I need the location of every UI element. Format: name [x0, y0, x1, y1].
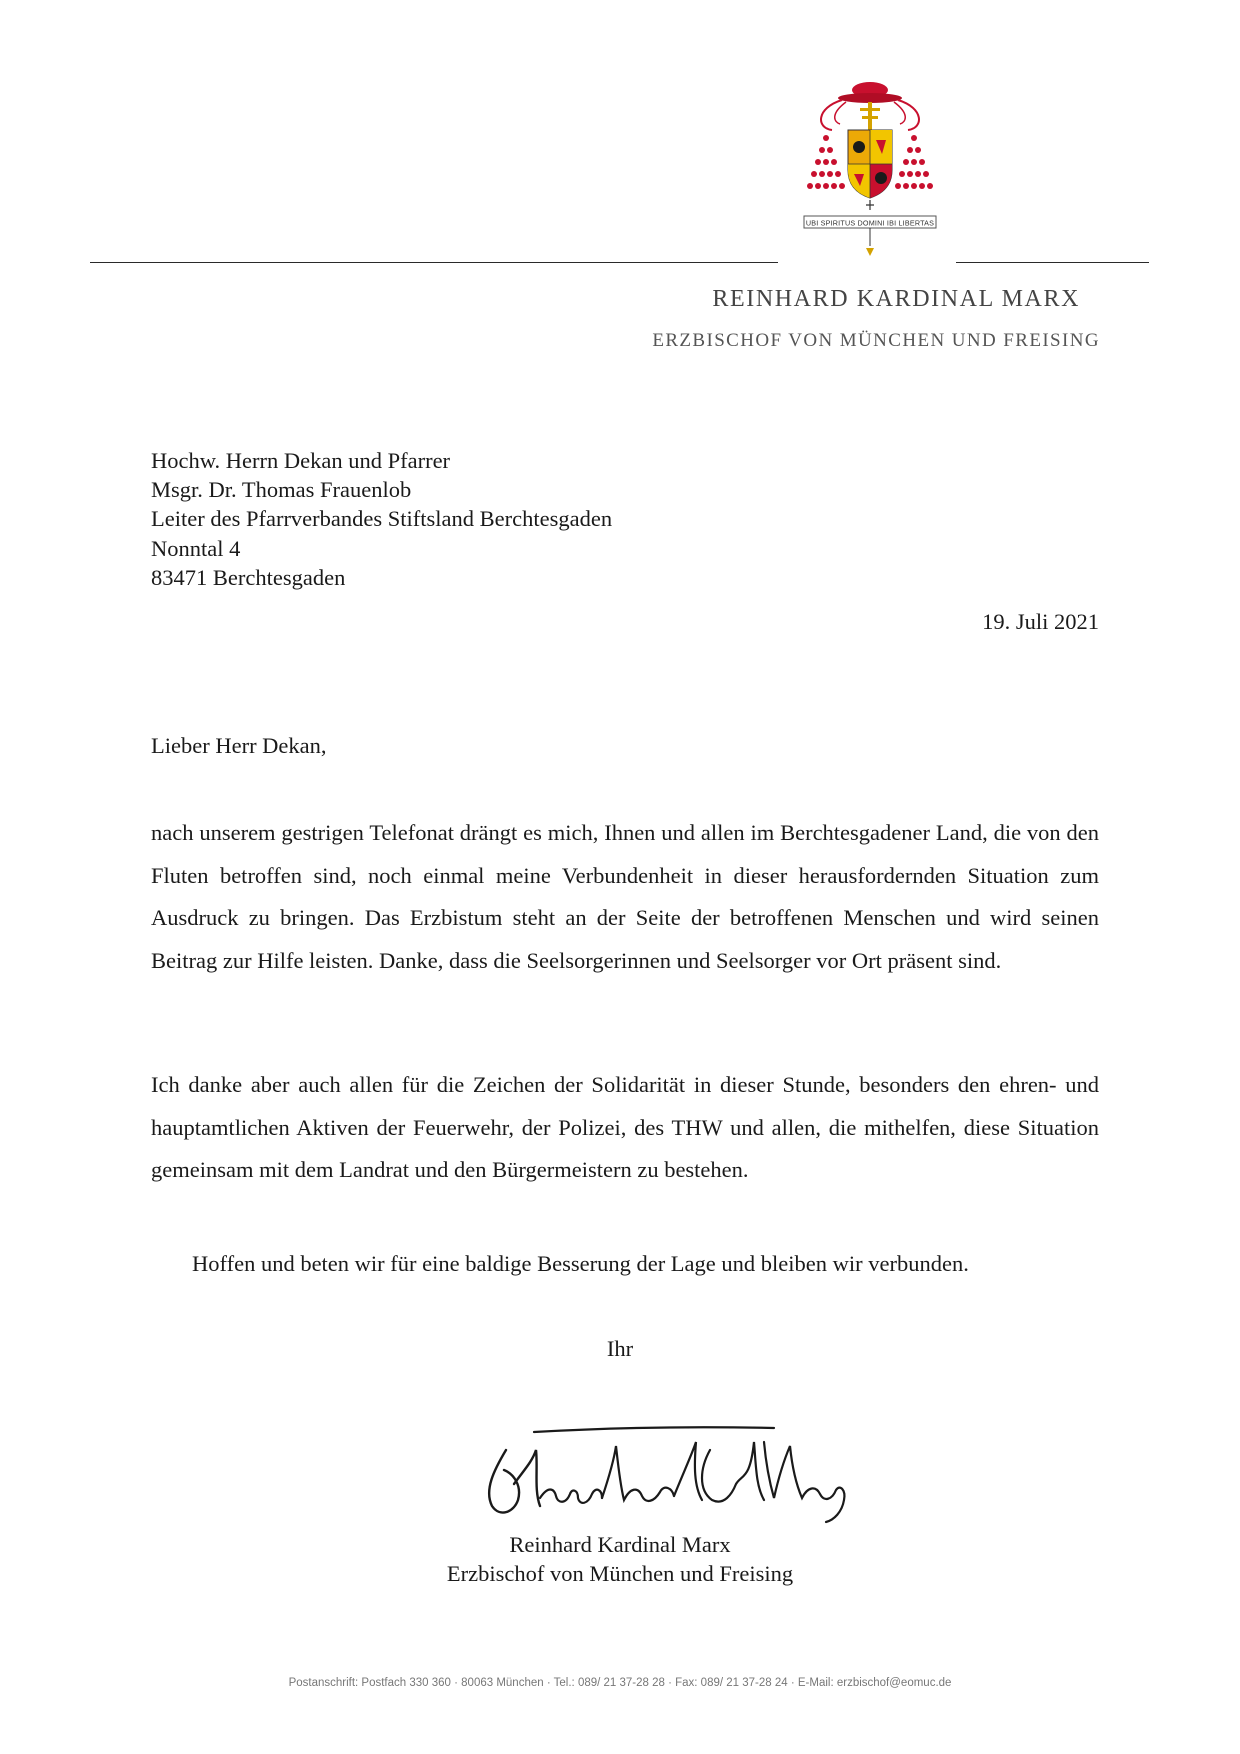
recipient-line: Leiter des Pfarrverbandes Stiftsland Berchtesgaden: [151, 506, 613, 532]
body-paragraph-2: Ich danke aber auch allen für die Zeichen der Solidarität in dieser Stunde, besonders den ehren- und hauptamtlichen Aktiven der Feuerwehr, der Polizei, des THW und allen, die mithelfen, diese Situation gemeinsam mit dem Landrat und den Bürgermeistern zu bestehen.: [151, 1072, 1099, 1183]
coat-motto: UBI SPIRITUS DOMINI IBI LIBERTAS: [805, 218, 935, 228]
closing-sentence: Hoffen und beten wir für eine baldige Besserung der Lage und bleiben wir verbunden.: [192, 1251, 969, 1276]
recipient-line: Msgr. Dr. Thomas Frauenlob: [151, 477, 412, 503]
handwritten-signature: [474, 1420, 854, 1530]
footer-postal-address: Postanschrift: Postfach 330 360 · 80063 München · Tel.: 089/ 21 37-28 28 · Fax: 089/ 21 37-28 24 · E-Mail: erzbischof@eomuc.de: [288, 1677, 952, 1689]
recipient-line: Hochw. Herrn Dekan und Pfarrer: [151, 448, 451, 473]
coat-of-arms-emblem: [796, 78, 944, 268]
letterhead-rule-left: [90, 262, 778, 263]
signatory-title: Erzbischof von München und Freising: [446, 1561, 794, 1586]
recipient-address: [151, 446, 612, 592]
body-paragraph-1: nach unserem gestrigen Telefonat drängt es mich, Ihnen und allen im Berchtesgadener Land, die von den Fluten betroffen sind, noch einmal meine Verbundenheit in dieser herausfordernden Situation zum Ausdruck zu bringen. Das Erzbistum steht an der Seite der betroffenen Menschen und wird seinen Beitrag zur Hilfe leisten. Danke, dass die Seelsorgerinnen und Seelsorger vor Ort präsent sind.: [151, 820, 1099, 974]
salutation: Lieber Herr Dekan,: [151, 733, 327, 758]
recipient-line: Nonntal 4: [151, 535, 241, 561]
letter-date: 19. Juli 2021: [982, 609, 1099, 634]
signatory-name: Reinhard Kardinal Marx: [509, 1532, 731, 1557]
sign-off-yours: Ihr: [606, 1336, 634, 1361]
sender-title: ERZBISCHOF VON MÜNCHEN UND FREISING: [652, 330, 1100, 351]
sender-name: REINHARD KARDINAL MARX: [712, 286, 1080, 312]
recipient-line: 83471 Berchtesgaden: [151, 564, 346, 590]
letterhead-rule-right: [956, 262, 1149, 263]
